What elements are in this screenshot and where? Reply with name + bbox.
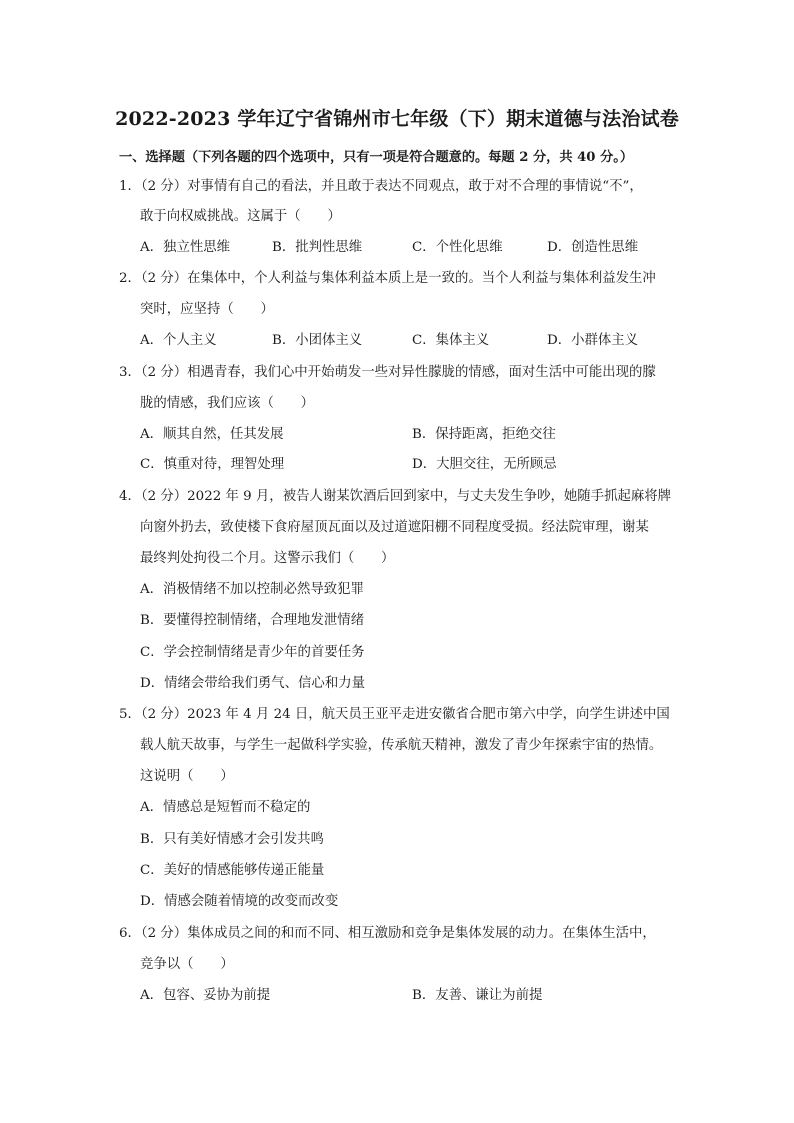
question-5-text-cont-1: 载人航天故事，与学生一起做科学实验，传承航天精神，激发了青少年探索宇宙的热情。: [140, 738, 663, 753]
question-6-text-cont: 竞争以（ ）: [140, 957, 234, 972]
question-5-text-cont-2: 这说明（ ）: [140, 769, 234, 784]
section-heading: 一、选择题（下列各题的四个选项中，只有一项是符合题意的。每题 2 分，共 40 分。）: [119, 150, 634, 165]
question-1-option-d: D．创造性思维: [547, 240, 639, 255]
page-title: 2022-2023 学年辽宁省锦州市七年级（下）期末道德与法治试卷: [115, 108, 679, 130]
question-5-option-b: B．只有美好情感才会引发共鸣: [140, 832, 324, 847]
question-4-option-a: A．消极情绪不加以控制必然导致犯罪: [140, 582, 364, 597]
question-1-text-cont: 敢于向权威挑战。这属于（ ）: [140, 209, 341, 224]
question-2-text: 2．（2 分）在集体中，个人利益与集体利益本质上是一致的。当个人利益与集体利益发生冲: [119, 271, 656, 286]
question-2-option-b: B．小团体主义: [272, 333, 363, 348]
question-3-option-a: A．顺其自然，任其发展: [140, 427, 284, 442]
question-1-option-b: B．批判性思维: [272, 240, 363, 255]
question-6-option-b: B．友善、谦让为前提: [412, 988, 543, 1003]
question-4-text-cont-1: 向窗外扔去，致使楼下食府屋顶瓦面以及过道遮阳棚不同程度受损。经法院审理，谢某: [140, 520, 649, 535]
question-5-option-c: C．美好的情感能够传递正能量: [140, 863, 325, 878]
question-2-option-c: C．集体主义: [412, 333, 490, 348]
question-3-text: 3．（2 分）相遇青春，我们心中开始萌发一些对异性朦胧的情感，面对生活中可能出现的朦: [119, 365, 656, 380]
question-4-text-cont-2: 最终判处拘役二个月。这警示我们（ ）: [140, 551, 395, 566]
question-6-text: 6．（2 分）集体成员之间的和而不同、相互激励和竞争是集体发展的动力。在集体生活中，: [119, 926, 656, 941]
question-3-option-d: D．大胆交往，无所顾忌: [412, 457, 557, 472]
question-3-text-cont: 胧的情感，我们应该（ ）: [140, 396, 315, 411]
question-1-option-a: A．独立性思维: [140, 240, 231, 255]
question-5-option-a: A．情感总是短暂而不稳定的: [140, 800, 311, 815]
question-5-text: 5．（2 分）2023 年 4 月 24 日，航天员王亚平走进安徽省合肥市第六中学，向学生讲述中国: [119, 707, 670, 722]
question-3-option-c: C．慎重对待，理智处理: [140, 457, 285, 472]
question-4-option-c: C．学会控制情绪是青少年的首要任务: [140, 645, 365, 660]
question-2-option-d: D．小群体主义: [547, 333, 639, 348]
question-1-text: 1．（2 分）对事情有自己的看法，并且敢于表达不同观点，敢于对不合理的事情说“不”，: [119, 179, 643, 194]
question-6-option-a: A．包容、妥协为前提: [140, 988, 271, 1003]
question-1-option-c: C．个性化思维: [412, 240, 503, 255]
question-4-text: 4．（2 分）2022 年 9 月，被告人谢某饮酒后回到家中，与丈夫发生争吵，她随手抓起麻将牌: [119, 489, 672, 504]
question-3-option-b: B．保持距离，拒绝交往: [412, 427, 556, 442]
question-2-option-a: A．个人主义: [140, 333, 217, 348]
question-4-option-b: B．要懂得控制情绪，合理地发泄情绪: [140, 613, 365, 628]
question-4-option-d: D．情绪会带给我们勇气、信心和力量: [140, 676, 365, 691]
question-2-text-cont: 突时，应坚持（ ）: [140, 302, 274, 317]
question-5-option-d: D．情感会随着情境的改变而改变: [140, 894, 339, 909]
